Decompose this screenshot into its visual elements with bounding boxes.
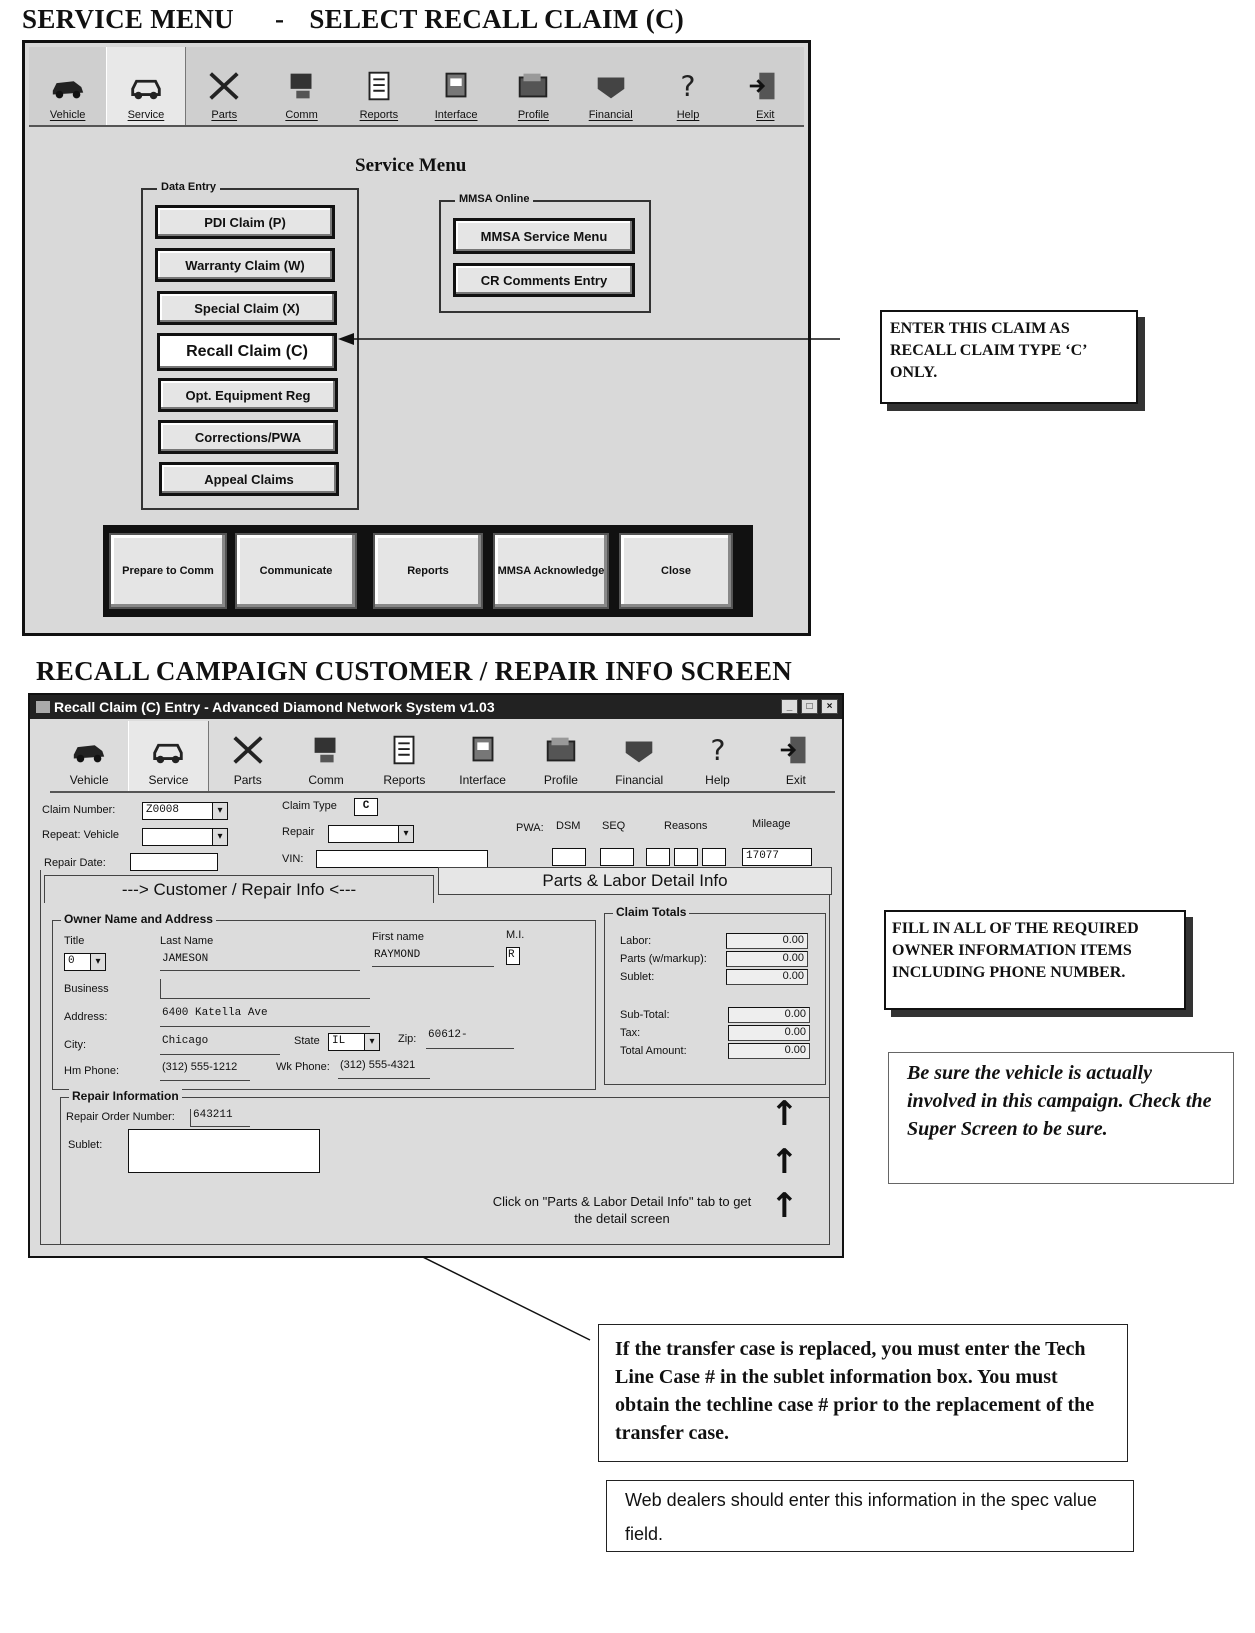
business-label: Business [64,983,109,995]
title-combo[interactable]: 0 ▾ [64,953,106,971]
vin-field[interactable] [316,850,488,868]
parts-label: Parts (w/markup): [620,953,707,965]
zip-label: Zip: [398,1033,417,1045]
callout-campaign-check: Be sure the vehicle is actually involved in this campaign. Check the Super Screen to be sure. [888,1052,1234,1184]
repair-date-field[interactable] [130,853,218,871]
owner-section-title: Owner Name and Address [61,912,216,926]
communicate-button[interactable]: Communicate [235,533,357,609]
repeat-vehicle-label: Repeat: Vehicle [42,829,120,841]
window-titlebar [30,695,842,719]
city-label: City: [64,1039,86,1051]
sublet-box[interactable] [128,1129,320,1173]
toolbar-parts[interactable]: Parts [186,47,263,125]
claim-type-label: Claim Type [282,800,337,812]
mileage-label: Mileage [752,818,791,830]
toolbar-exit[interactable]: Exit [727,47,804,125]
hm-phone-label: Hm Phone: [64,1065,120,1077]
mmsa-online-label: MMSA Online [455,193,533,205]
tab-customer-repair-info[interactable]: ---> Customer / Repair Info <--- [44,875,434,903]
window-controls [781,699,838,714]
up-arrow-1: ↑ [770,1094,799,1134]
tax-total: 0.00 [728,1025,810,1041]
total-amount-label: Total Amount: [620,1045,687,1057]
toolbar2-comm[interactable]: Comm [287,721,365,791]
corrections-pwa-button[interactable]: Corrections/PWA [158,420,338,454]
tab-parts-labor-detail[interactable]: Parts & Labor Detail Info [438,867,832,895]
toolbar2-service[interactable]: Service [128,721,208,791]
seq-field[interactable] [600,848,634,866]
vin-label: VIN: [282,853,304,865]
parts-total: 0.00 [726,951,808,967]
profile-icon [542,733,580,767]
sublet-total-label: Sublet: [620,971,655,983]
appeal-claims-button[interactable]: Appeal Claims [159,462,339,496]
financial-icon [620,733,658,767]
state-combo[interactable]: IL ▾ [328,1033,380,1051]
up-arrow-2: ↑ [770,1142,799,1182]
heading-recall-campaign: RECALL CAMPAIGN CUSTOMER / REPAIR INFO SCREEN [36,656,793,686]
exit-icon [777,733,815,767]
dsm-label: DSM [556,820,581,832]
toolbar-financial[interactable]: Financial [572,47,649,125]
minimize-button[interactable]: _ [781,699,798,714]
toolbar-profile[interactable]: Profile [495,47,572,125]
detail-tab-note: Click on "Parts & Labor Detail Info" tab to get the detail screen [492,1194,752,1226]
sublet-total: 0.00 [726,969,808,985]
toolbar2-profile[interactable]: Profile [522,721,600,791]
window-title: Recall Claim (C) Entry - Advanced Diamond Network System v1.03 [54,699,495,715]
mmsa-acknowledge-button[interactable]: MMSA Acknowledge [493,533,609,609]
toolbar-service[interactable]: Service [106,47,185,125]
toolbar-vehicle[interactable]: Vehicle [29,47,106,125]
hm-phone-field[interactable]: (312) 555-1212 [160,1061,250,1081]
repair-label: Repair [282,826,315,838]
toolbar2-interface[interactable]: Interface [443,721,521,791]
interface-icon [464,733,502,767]
claim-type-field[interactable]: C [354,798,378,816]
svg-text:?: ? [709,734,726,767]
claim-totals-title: Claim Totals [613,905,689,919]
mi-label: M.I. [506,929,525,941]
callout-owner-info: FILL IN ALL OF THE REQUIRED OWNER INFORMATION ITEMS INCLUDING PHONE NUMBER. [884,910,1186,1010]
tax-label: Tax: [620,1027,641,1039]
toolbar2-vehicle[interactable]: Vehicle [50,721,128,791]
title-label: Title [64,935,85,947]
warranty-claim-button[interactable]: Warranty Claim (W) [155,248,335,282]
first-name-field[interactable]: RAYMOND [372,949,494,967]
reasons-label: Reasons [664,820,708,832]
heading-dash: - [275,4,285,34]
prepare-to-comm-button[interactable]: Prepare to Comm [109,533,227,609]
help-icon [699,733,737,767]
heading-right: SELECT RECALL CLAIM (C) [309,4,685,34]
heading-left: SERVICE MENU [22,4,234,34]
wk-phone-field[interactable]: (312) 555-4321 [338,1059,430,1079]
recall-arrow-head [338,333,354,345]
state-label: State [294,1035,320,1047]
first-name-label: First name [372,931,424,943]
mileage-field[interactable]: 17077 [742,848,812,866]
mi-field[interactable]: R [506,947,520,965]
sub-total: 0.00 [728,1007,810,1023]
svg-text:?: ? [680,70,696,103]
labor-label: Labor: [620,935,652,947]
toolbar2-exit[interactable]: Exit [757,721,835,791]
data-entry-label: Data Entry [157,181,220,193]
toolbar-reports[interactable]: Reports [340,47,417,125]
address-label: Address: [64,1011,108,1023]
reason-field-2[interactable] [674,848,698,866]
opt-equipment-reg-button[interactable]: Opt. Equipment Reg [158,378,338,412]
toolbar2-help[interactable]: ? Help [678,721,756,791]
cr-comments-entry-button[interactable]: CR Comments Entry [453,263,635,297]
repair-order-field[interactable]: 643211 [190,1109,250,1127]
reports-icon [385,733,423,767]
service-car-icon [149,733,187,767]
claim-number-label: Claim Number: [42,804,116,816]
tools-icon [229,733,267,767]
toolbar-help[interactable]: ? Help [649,47,726,125]
toolbar2-financial[interactable]: Financial [600,721,678,791]
car-icon [70,733,108,767]
last-name-label: Last Name [160,935,214,947]
reason-field-1[interactable] [646,848,670,866]
sublet-label: Sublet: [68,1139,103,1151]
pwa-label: PWA: [516,822,544,834]
seq-label: SEQ [602,820,626,832]
callout-transfer-case: If the transfer case is replaced, you must enter the Tech Line Case # in the sublet information box. You must obtain the techline case # prior to the replacement of the transfer case. [598,1324,1128,1462]
maximize-button[interactable]: □ [801,699,818,714]
toolbar-interface[interactable]: Interface [417,47,494,125]
window-toolbar [50,721,835,793]
total-amount: 0.00 [728,1043,810,1059]
comm-icon [307,733,345,767]
zip-field[interactable]: 60612- [426,1029,514,1049]
wk-phone-label: Wk Phone: [276,1061,330,1073]
claim-number-combo[interactable]: Z0008 ▾ [142,802,228,820]
pdi-claim-button[interactable]: PDI Claim (P) [155,205,335,239]
repair-info-title: Repair Information [69,1089,182,1103]
repair-order-label: Repair Order Number: [66,1111,175,1123]
app-icon [36,701,50,713]
business-field[interactable] [160,979,370,999]
special-claim-button[interactable]: Special Claim (X) [157,291,337,325]
toolbar2-reports[interactable]: Reports [365,721,443,791]
city-field[interactable]: Chicago [160,1035,280,1055]
toolbar-comm[interactable]: Comm [263,47,340,125]
reports-button[interactable]: Reports [373,533,483,609]
address-field[interactable]: 6400 Katella Ave [160,1007,370,1027]
reason-field-3[interactable] [702,848,726,866]
mmsa-service-menu-button[interactable]: MMSA Service Menu [453,218,635,254]
service-menu-title: Service Menu [355,155,467,176]
callout-web-dealers: Web dealers should enter this information in the spec value field. [606,1480,1134,1552]
labor-total: 0.00 [726,933,808,949]
recall-claim-button[interactable]: Recall Claim (C) [157,333,337,371]
sub-total-label: Sub-Total: [620,1009,670,1021]
callout-recall-type: ENTER THIS CLAIM AS RECALL CLAIM TYPE ‘C’ ONLY. [880,310,1138,404]
repeat-vehicle-combo[interactable] [142,828,228,846]
recall-claim-window [28,693,844,1258]
close-button[interactable]: Close [619,533,733,609]
toolbar2-parts[interactable]: Parts [209,721,287,791]
repair-combo[interactable] [328,825,414,843]
repair-date-label: Repair Date: [44,857,106,869]
last-name-field[interactable]: JAMESON [160,953,360,971]
up-arrow-3: ↑ [770,1186,799,1226]
close-window-button[interactable]: × [821,699,838,714]
dsm-field[interactable] [552,848,586,866]
